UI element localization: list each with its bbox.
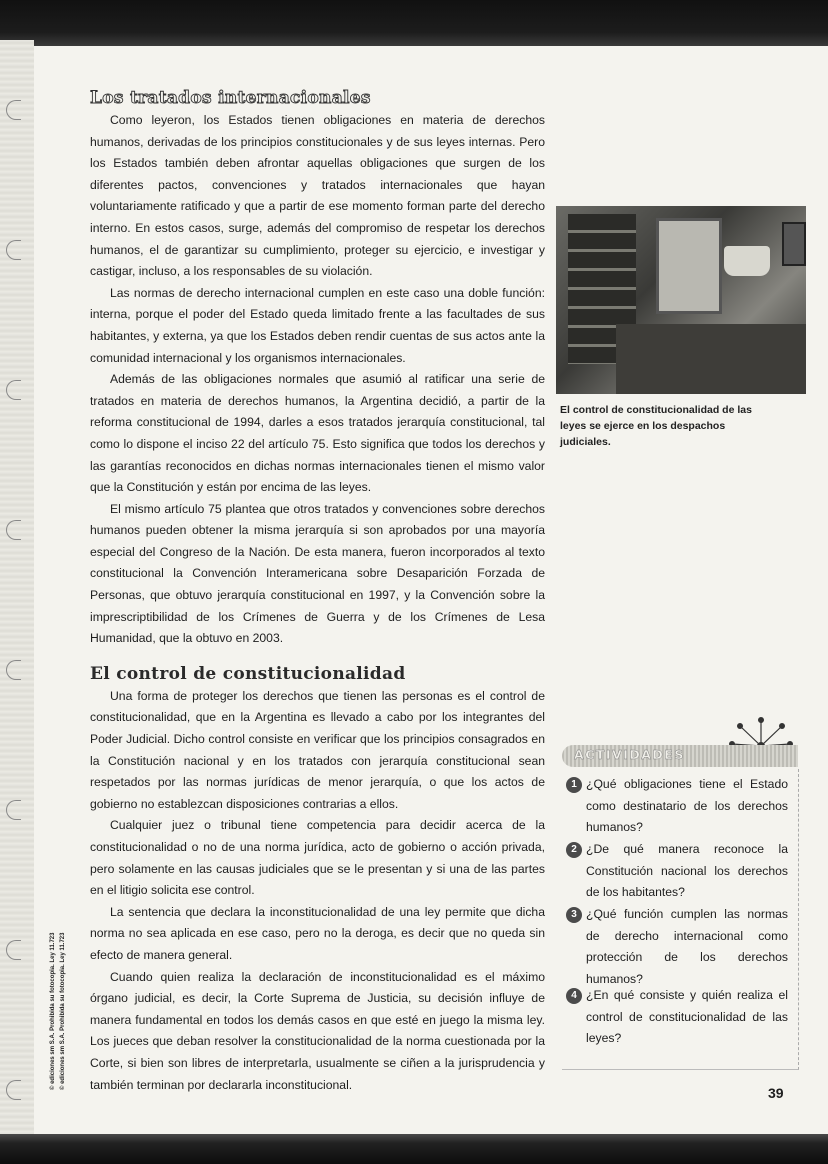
page-number: 39 [768, 1085, 784, 1101]
paragraph: Las normas de derecho internacional cumplen en este caso una doble función: interna, porque el poder del Estado queda limitado frente a las facultades de sus habitantes, y externa, ya que los Estados deben rendir cuentas de sus actos ante la comunidad internacional y los organismos internacionales. [90, 285, 545, 365]
binding-ring [6, 800, 21, 820]
paragraph: Como leyeron, los Estados tienen obligaciones en materia de derechos humanos, derivadas de los principios constitucionales y de sus leyes internas. Pero los Estados también deben afrontar aquellas obligaciones que surgen de los diferentes pactos, convenciones y tratados internacionales que hayan voluntariamente ratificado y que a partir de ese momento forman parte del derecho interno. En estos casos, surge, además del compromiso de respetar los derechos humanos, el de garantizar su cumplimiento, proteger su ejercicio, e investigar y castigar, incluso, a los responsables de su violación. [90, 113, 545, 279]
question-number: 4 [566, 988, 582, 1004]
binding-edge [0, 40, 34, 1140]
office-photo [556, 206, 806, 394]
paragraph: La sentencia que declara la inconstitucionalidad de una ley permite que dicha norma no sea aplicada en ese caso, pero no la deroga, es decir que no queda sin efecto de manera general. [90, 904, 545, 962]
question-number: 3 [566, 907, 582, 923]
picture-frame [782, 222, 806, 266]
paragraph: Cuando quien realiza la declaración de inconstitucionalidad es el máximo órgano judicial, es decir, la Corte Suprema de Justicia, su decisión influye de manera fundamental en todos los demás casos en que esté en juego la misma ley. Los jueces que deban resolver la constitucionalidad de la norma cuestionada por la Corte, si bien son libres de interpretarla, usualmente se ciñen a la jurisprudencia y también terminan por declararla inconstitucional. [90, 969, 545, 1092]
binding-ring [6, 940, 21, 960]
copyright-note: © ediciones sm S.A. Prohibida su fotocopia. Ley 11.723 [60, 932, 66, 1090]
binding-ring [6, 520, 21, 540]
photo-caption: El control de constitucionalidad de las leyes se ejerce en los despachos judiciales. [560, 404, 752, 448]
binding-ring [6, 240, 21, 260]
window [656, 218, 722, 314]
section-heading: El control de constitucionalidad [90, 663, 406, 684]
question-text: ¿Qué obligaciones tiene el Estado como destinatario de los derechos humanos? [586, 777, 788, 835]
activity-question [566, 904, 788, 990]
question-text: ¿Qué función cumplen las normas de derecho internacional como protección de los derechos humanos? [586, 907, 788, 986]
desk [616, 324, 806, 394]
scan-border-top [0, 0, 828, 46]
question-number: 2 [566, 842, 582, 858]
activity-question [566, 774, 788, 839]
copyright-note: © ediciones sm S.A. Prohibida su fotocopia. Ley 11.723 [50, 932, 56, 1090]
question-text: ¿En qué consiste y quién realiza el control de constitucionalidad de las leyes? [586, 988, 788, 1046]
question-text: ¿De qué manera reconoce la Constitución nacional los derechos de los habitantes? [586, 842, 788, 900]
activities-header [562, 745, 798, 767]
binding-ring [6, 380, 21, 400]
activity-question [566, 985, 788, 1050]
binding-ring [6, 100, 21, 120]
section-heading: Los tratados internacionales [90, 88, 371, 108]
binding-ring [6, 1080, 21, 1100]
paragraph: Además de las obligaciones normales que asumió al ratificar una serie de tratados en materia de derechos humanos, la Argentina decidió, a partir de la reforma constitucional de 1994, darles a esos tratados jerarquía constitucional, tal como lo dispone el inciso 22 del artículo 75. Esto significa que todos los derechos y las garantías reconocidos en dichas normas internacionales tienen el mismo valor que la Constitución y están por encima de las leyes. [90, 372, 545, 495]
paragraph: El mismo artículo 75 plantea que otros tratados y convenciones sobre derechos humanos pueden obtener la misma jerarquía si son aprobados por una mayoría especial del Congreso de la Nación. De esta manera, fueron incorporados al texto constitucional la Convención Interamericana sobre Desaparición Forzada de Personas, que obtuvo jerarquía constitucional en 1997, y la Convención sobre la imprescriptibilidad de los Crímenes de Guerra y de los Crímenes de Lesa Humanidad, que la obtuvo en 2003. [90, 501, 545, 646]
lamp [724, 246, 770, 276]
activities-title: ACTIVIDADES [574, 747, 685, 762]
paragraph: Cualquier juez o tribunal tiene competencia para decidir acerca de la constitucionalidad o no de una norma jurídica, acto de gobierno o acción privada, pero solamente en las causas judiciales que se le presentan y si una de las partes en el litigio solicita ese control. [90, 818, 545, 898]
binding-ring [6, 660, 21, 680]
main-text-column [90, 88, 545, 1096]
question-number: 1 [566, 777, 582, 793]
scan-border-bottom [0, 1134, 828, 1164]
activity-question [566, 839, 788, 904]
paragraph: Una forma de proteger los derechos que tienen las personas es el control de constitucionalidad, que en la Argentina es llevado a cabo por los integrantes del Poder Judicial. Dicho control consiste en verificar que los principios consagrados en la Constitución nacional y en los tratados con jerarquía constitucional sean respetados por las normas jurídicas de menor jerarquía, o que los actos de gobierno no establezcan disposiciones contrarias a ellos. [90, 688, 545, 811]
